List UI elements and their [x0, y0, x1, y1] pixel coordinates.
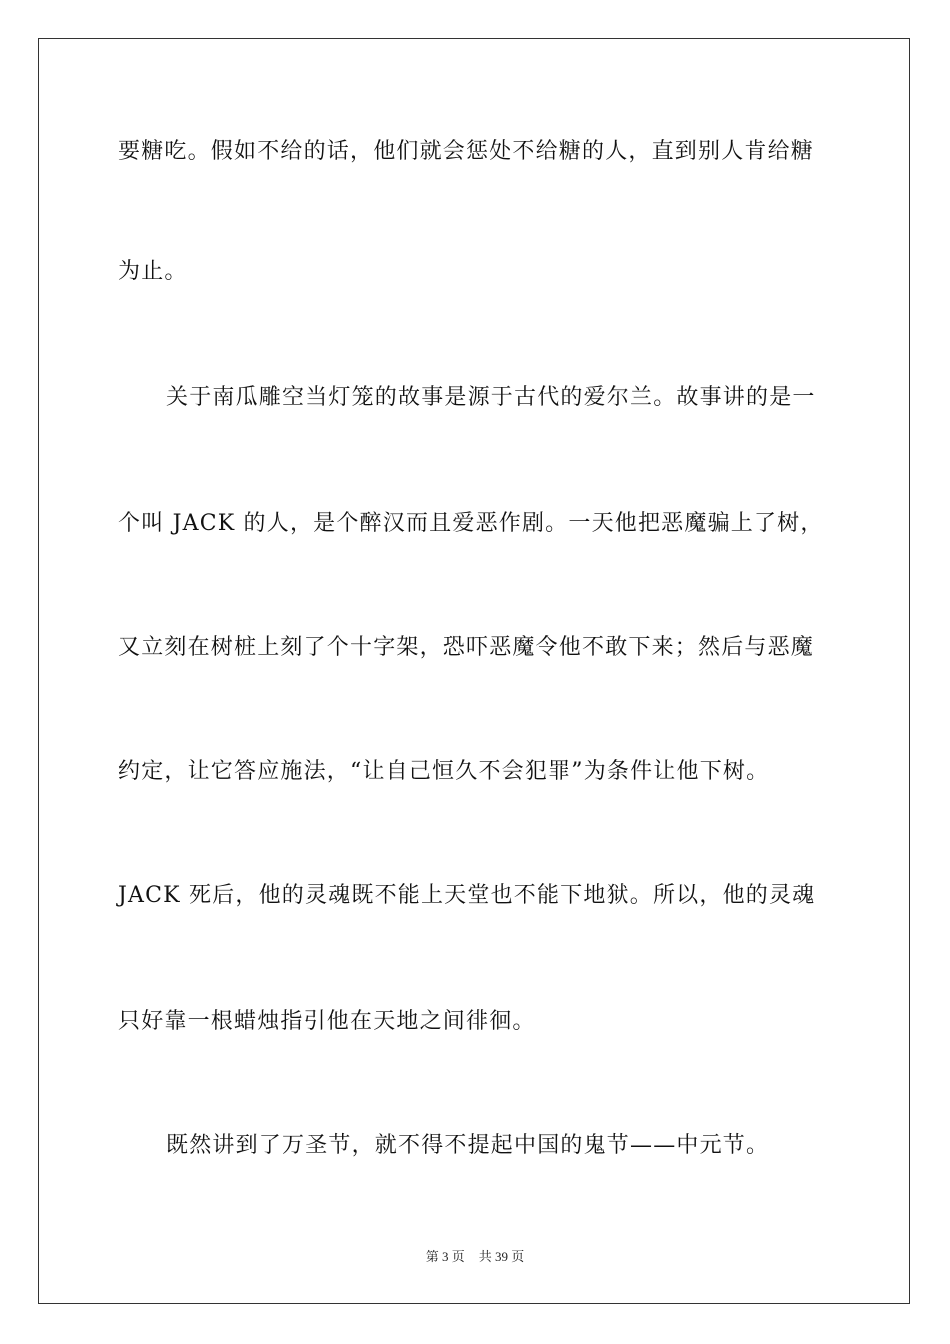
paragraph-start-line: 关于南瓜雕空当灯笼的故事是源于古代的爱尔兰。故事讲的是一: [166, 385, 816, 410]
text-line: 个叫 JACK 的人，是个醉汉而且爱恶作剧。一天他把恶魔骗上了树，: [118, 511, 824, 536]
text-line: 为止。: [118, 259, 188, 284]
page-border: [38, 38, 910, 1304]
page-number: 第 3 页: [425, 1249, 465, 1264]
text-line: 只好靠一根蜡烛指引他在天地之间徘徊。: [118, 1009, 536, 1034]
total-pages: 共 39 页: [478, 1249, 525, 1264]
page-footer: [0, 1246, 950, 1265]
text-line: 又立刻在树桩上刻了个十字架，恐吓恶魔令他不敢下来；然后与恶魔: [118, 635, 815, 660]
text-line: JACK 死后，他的灵魂既不能上天堂也不能下地狱。所以，他的灵魂: [118, 883, 816, 908]
text-line: 约定，让它答应施法，“让自己恒久不会犯罪”为条件让他下树。: [118, 759, 770, 784]
text-line: 要糖吃。假如不给的话，他们就会惩处不给糖的人，直到别人肯给糖: [118, 139, 815, 164]
paragraph-start-line: 既然讲到了万圣节，就不得不提起中国的鬼节——中元节。: [166, 1133, 770, 1158]
